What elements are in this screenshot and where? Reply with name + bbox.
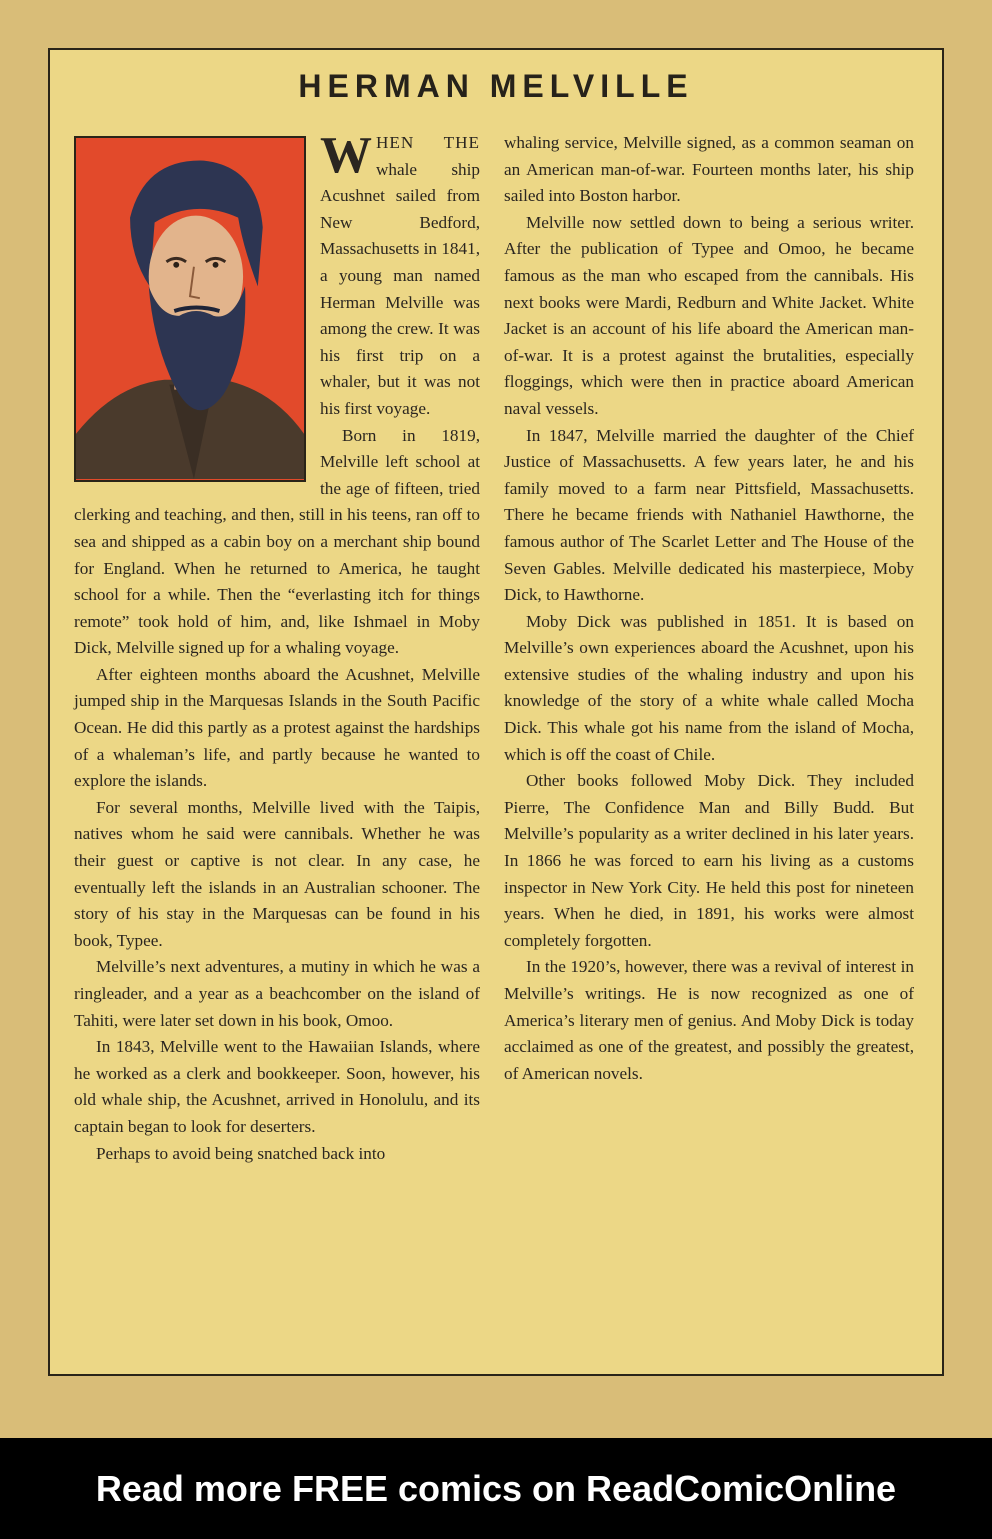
paragraph: Melville’s next adventures, a mutiny in which he was a ringleader, and a year as a beachcomber on the island of Tahiti, were later set down in his book, Omoo. — [74, 957, 480, 1030]
paragraph: For several months, Melville lived with the Taipis, natives whom he said were cannibals. Whether he was their guest or captive is not clear. In any case, he eventually left the islands in an Australian schooner. The story of his stay in the Marquesas can be found in his book, Typee. — [74, 797, 480, 950]
paragraph: In 1843, Melville went to the Hawaiian Islands, where he worked as a clerk and bookkeeper. Soon, however, his old whale ship, the Acushnet, arrived in Honolulu, and its captain began to look for deserters. — [74, 1037, 480, 1136]
left-column — [74, 127, 480, 1167]
article-title: HERMAN MELVILLE — [298, 68, 694, 104]
paragraph: Moby Dick was published in 1851. It is based on Melville’s own experiences aboard the Acushnet, upon his extensive studies of the whaling industry and upon his knowledge of the story of a white whale called Mocha Dick. This whale got his name from the island of Mocha, which is off the coast of Chile. — [504, 611, 914, 764]
paragraph: Melville now settled down to being a serious writer. After the publication of Typee and Omoo, he became famous as the man who escaped from the cannibals. His next books were Mardi, Redburn and White Jacket. White Jacket is an account of his life aboard the American man-of-war. It is a protest against the brutalities, especially floggings, which were then in practice aboard American naval vessels. — [504, 212, 914, 418]
right-column — [504, 130, 914, 1087]
article-frame — [48, 48, 944, 1376]
paragraph: After eighteen months aboard the Acushnet, Melville jumped ship in the Marquesas Islands in the South Pacific Ocean. He did this partly as a protest against the hardships of a whaleman’s life, and partly because he wanted to explore the islands. — [74, 664, 480, 791]
portrait-svg — [76, 138, 304, 480]
portrait-illustration — [74, 136, 306, 482]
lead-in: HEN THE — [376, 133, 480, 152]
paragraph: Perhaps to avoid being snatched back into — [96, 1143, 386, 1163]
paragraph: whaling service, Melville signed, as a common seaman on an American man-of-war. Fourteen months later, his ship sailed into Boston harbor. — [504, 133, 914, 206]
promo-text[interactable]: Read more FREE comics on ReadComicOnline — [95, 1468, 897, 1509]
promo-banner[interactable] — [0, 1438, 992, 1539]
paragraph: In the 1920’s, however, there was a revival of interest in Melville’s writings. He is now recognized as one of America’s literary men of genius. And Moby Dick is today acclaimed as one of the greatest, and possibly the greatest, of American novels. — [504, 957, 914, 1083]
dropcap: W — [320, 127, 372, 184]
paragraph: Born in 1819, Melville left school at the age of fifteen, tried clerking and teaching, and then, still in his teens, ran off to sea and shipped as a cabin boy on a merchant ship bound for England. When he returned to America, he taught school for a while. Then the “everlasting itch for things remote” took hold of him, and, like Ishmael in Moby Dick, Melville signed up for a whaling voyage. — [74, 425, 480, 658]
paragraph: In 1847, Melville married the daughter of the Chief Justice of Massachusetts. A few years later, he and his family moved to a farm near Pittsfield, Massachusetts. There he became friends with Nathaniel Hawthorne, the famous author of The Scarlet Letter and The House of the Seven Gables. Melville dedicated his masterpiece, Moby Dick, to Hawthorne. — [504, 425, 914, 605]
paragraph-text: whale ship Acushnet sailed from New Bedford, Massachusetts in 1841, a young man named Herman Melville was among the crew. It was his first trip on a whaler, but it was not his first voyage. — [320, 159, 480, 418]
paragraph: Other books followed Moby Dick. They included Pierre, The Confidence Man and Billy Budd. But Melville’s popularity as a writer declined in his later years. In 1866 he was forced to earn his living as a customs inspector in New York City. He held this post for nineteen years. When he died, in 1891, his works were almost completely forgotten. — [504, 771, 914, 950]
